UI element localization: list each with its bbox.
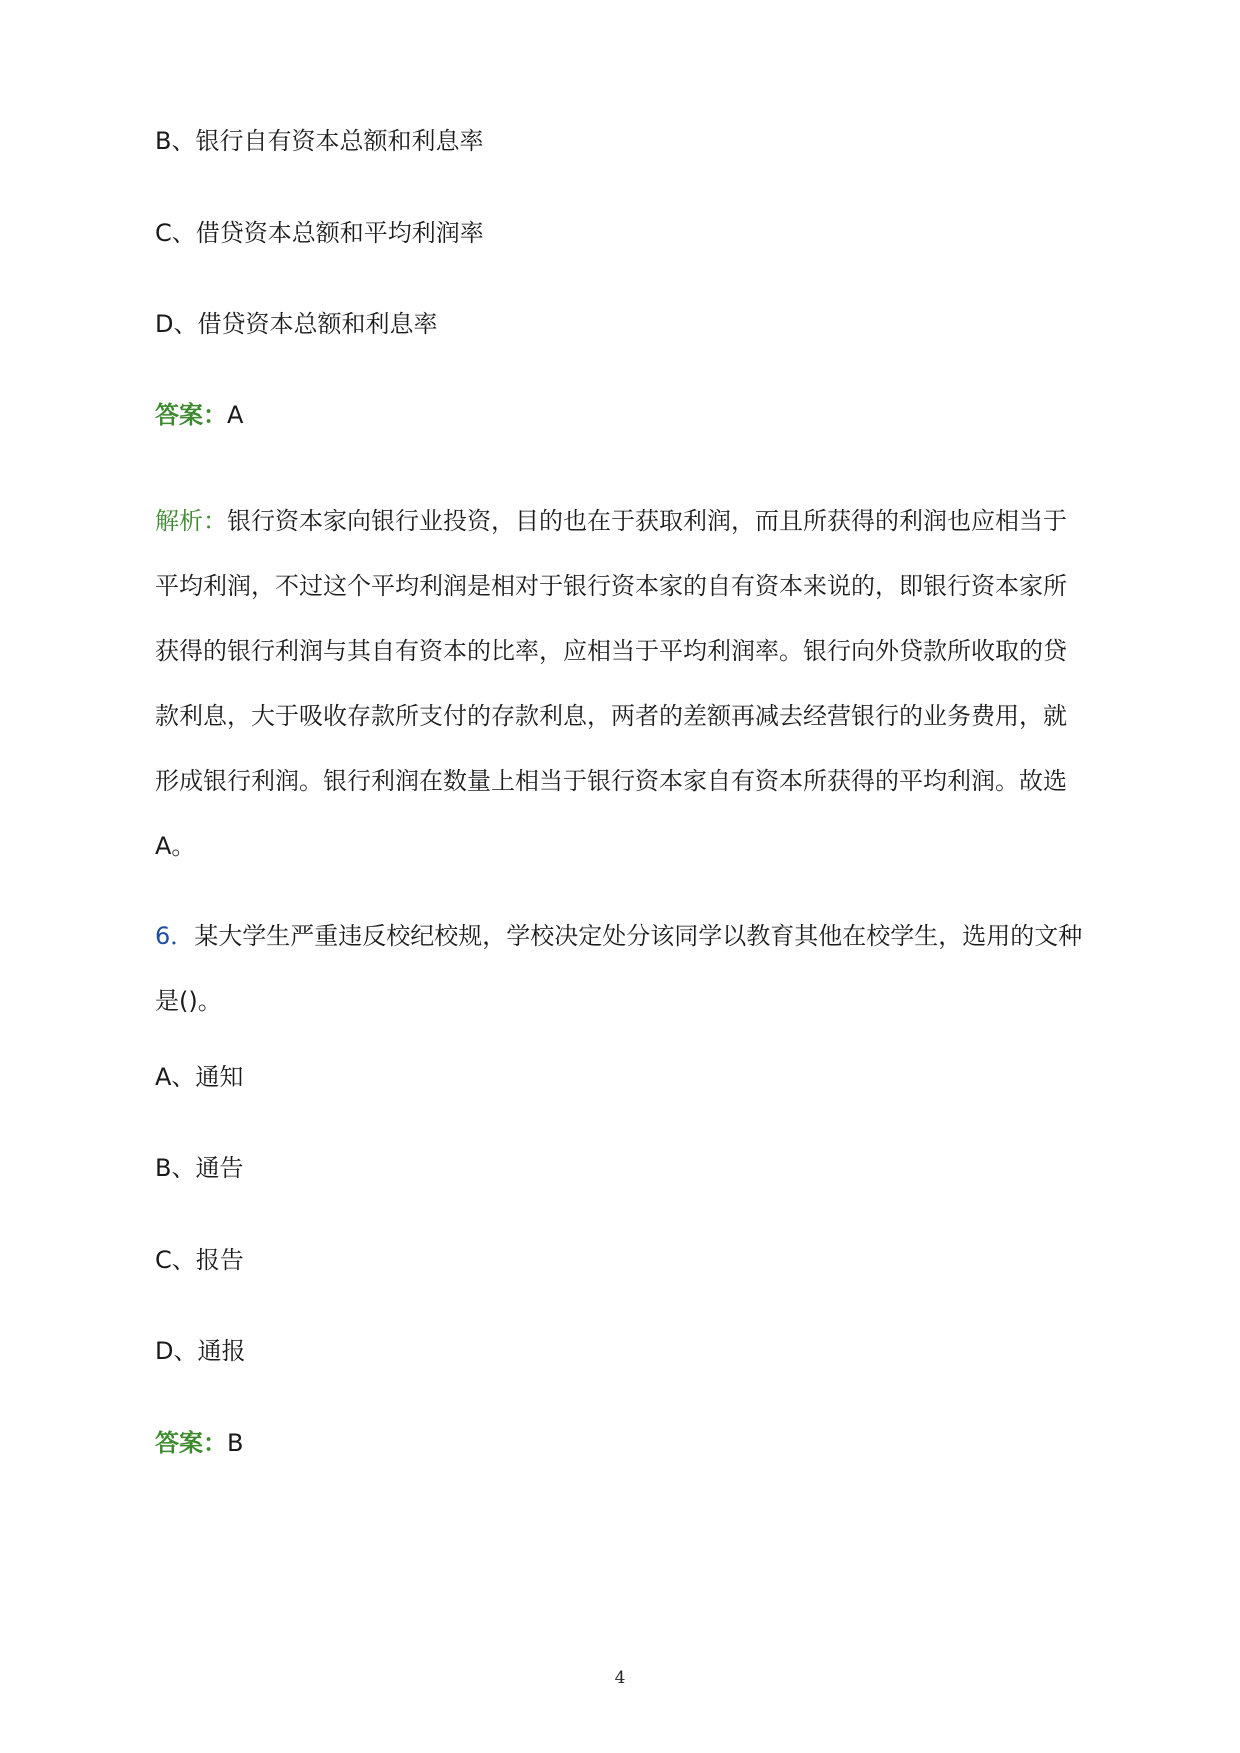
q5-explanation <box>155 489 1090 879</box>
q6-option-d: D、通报 <box>155 1337 246 1365</box>
explanation-text: 银行资本家向银行业投资，目的也在于获取利润，而且所获得的利润也应相当于平均利润，不过这个平均利润是相对于银行资本家的自有资本来说的，即银行资本家所获得的银行利润与其自有资本的比率，应相当于平均利润率。银行向外贷款所收取的贷款利息，大于吸收存款所支付的存款利息，两者的差额再减去经营银行的业务费用，就形成银行利润。银行利润在数量上相当于银行资本家自有资本所获得的平均利润。故选 A。 <box>155 507 1067 860</box>
q6-answer <box>155 1427 243 1459</box>
page-number: 4 <box>614 1668 626 1688</box>
answer-label: 答案： <box>155 401 227 429</box>
q5-option-b: B、银行自有资本总额和利息率 <box>155 127 484 155</box>
q5-answer <box>155 399 243 431</box>
question-number: 6． <box>155 922 195 950</box>
q6-question <box>155 904 1090 1034</box>
q5-option-d: D、借贷资本总额和利息率 <box>155 310 438 338</box>
q6-option-c: C、报告 <box>155 1246 244 1274</box>
question-text: 某大学生严重违反校纪校规，学校决定处分该同学以教育其他在校学生，选用的文种是()。 <box>155 922 1083 1015</box>
answer-value: A <box>227 401 244 429</box>
q5-option-c: C、借贷资本总额和平均利润率 <box>155 219 484 247</box>
answer-value: B <box>227 1429 244 1457</box>
explanation-label: 解析： <box>155 507 227 535</box>
q6-option-a: A、通知 <box>155 1063 244 1091</box>
answer-label: 答案： <box>155 1429 227 1457</box>
q6-option-b: B、通告 <box>155 1154 244 1182</box>
